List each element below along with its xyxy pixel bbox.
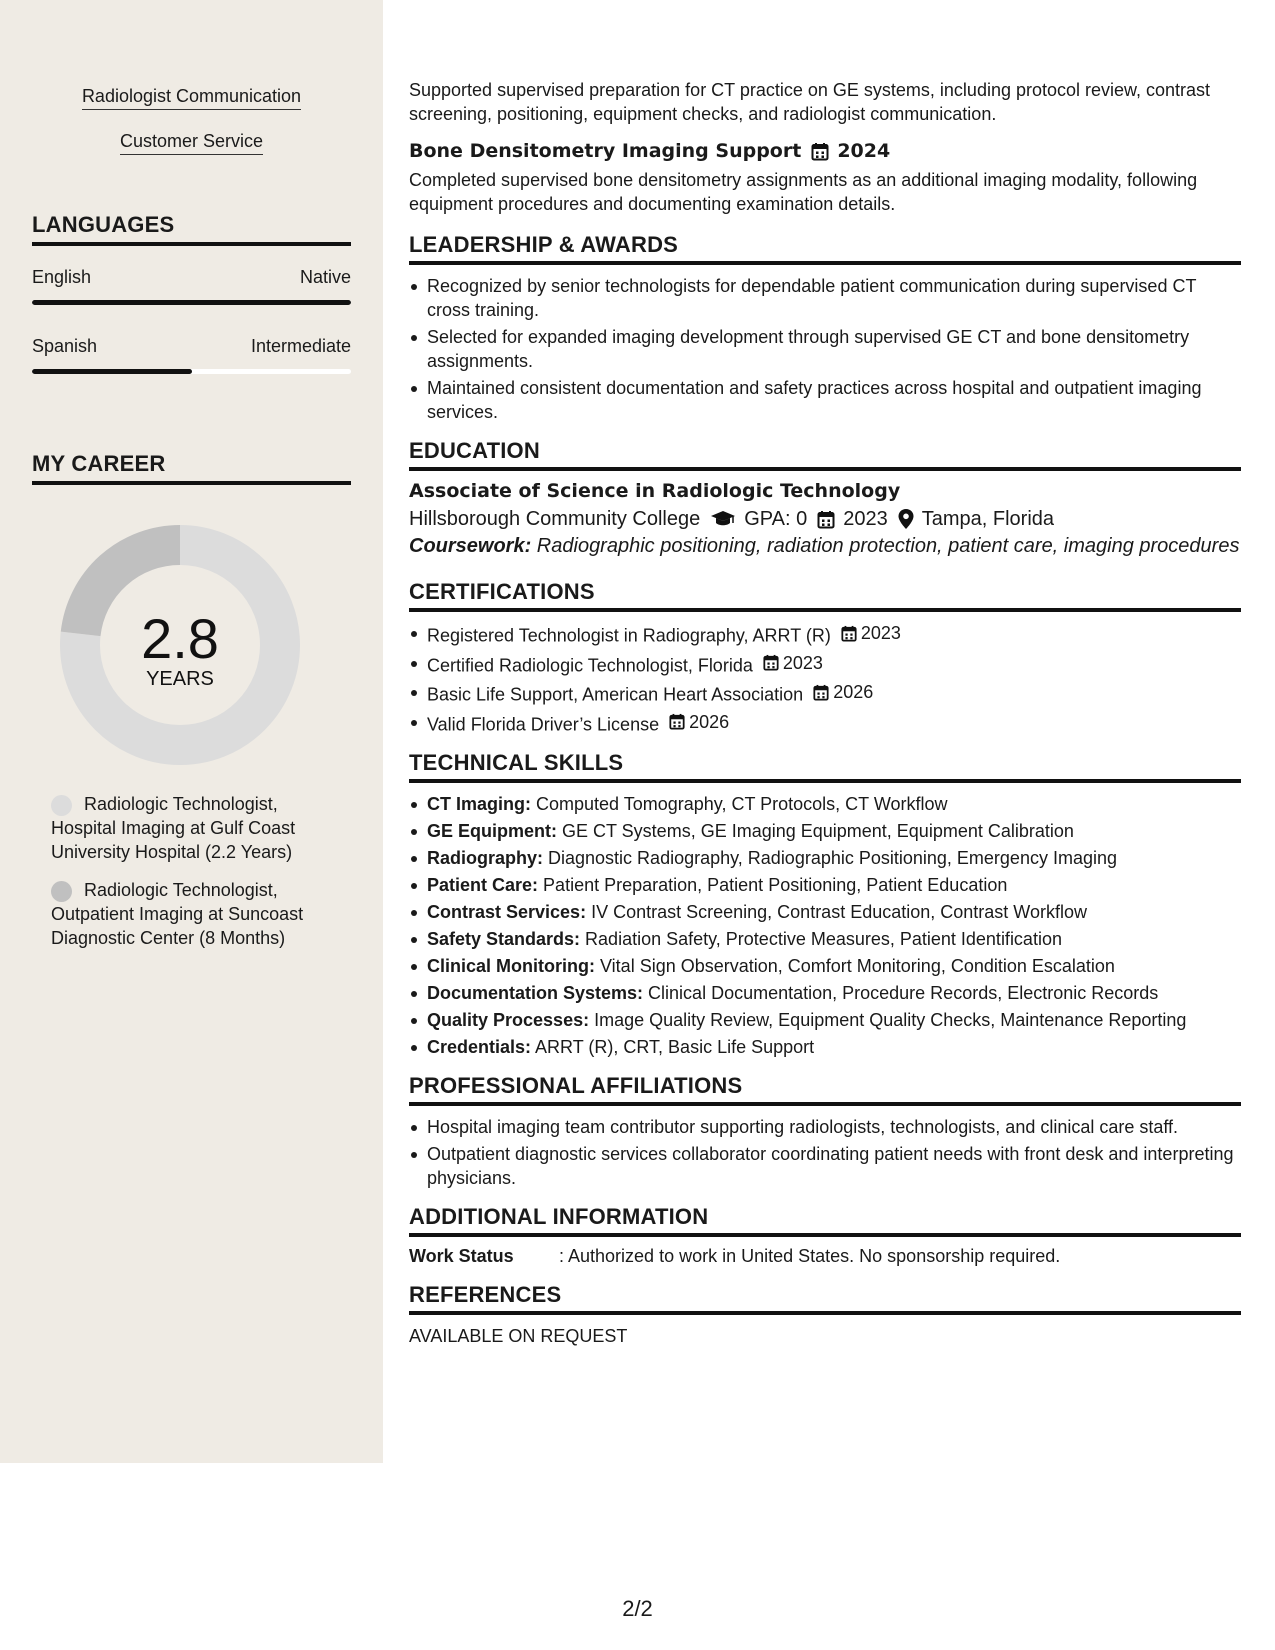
skill-label: Radiography: [427,848,544,868]
school-location [898,504,1054,534]
certification-name: Basic Life Support, American Heart Association [427,684,804,705]
certification-year: 2023 [782,652,823,673]
sidebar [0,0,383,1463]
list-item [409,819,1241,843]
list-item [409,846,1241,870]
project-title-row [409,138,1241,164]
certification-year: 2026 [833,682,874,702]
skill-label: Contrast Services: [427,902,587,922]
certification-date [841,621,901,645]
career-legend-text: Radiologic Technologist, Hospital Imaging at Gulf Coast University Hospital (2.2 Years) [51,794,296,862]
skill-label: Credentials: [427,1037,532,1057]
graduation-cap-icon [710,510,736,528]
skill-label: Clinical Monitoring: [427,956,595,976]
list-item [409,621,1241,648]
career-legend-item [51,878,341,950]
legend-dot-icon [51,795,72,816]
location-text: Tampa, Florida [921,508,1055,530]
additional-info-heading: ADDITIONAL INFORMATION [409,1204,1241,1237]
career-heading: MY CAREER [32,451,351,485]
skill-tag [0,86,383,110]
language-name: Spanish [32,336,98,356]
experience-description: Supported supervised preparation for CT practice on GE systems, including protocol review, contrast screening, positioning, equipment checks, and radiologist communication. [409,80,1211,124]
certifications-list [409,621,1241,736]
list-item [409,792,1241,816]
calendar-icon [841,625,857,642]
calendar-icon [813,684,829,701]
skill-label: CT Imaging: [427,794,531,814]
certification-year: 2023 [860,623,901,643]
list-item [409,710,1241,737]
affiliations-heading: PROFESSIONAL AFFILIATIONS [409,1073,1241,1106]
gpa [710,504,807,534]
skill-tag-label: Radiologist Communication [82,86,301,110]
career-legend-text: Radiologic Technologist, Outpatient Imaging at Suncoast Diagnostic Center (8 Months) [51,880,304,948]
skill-value: IV Contrast Screening, Contrast Education, Contrast Workflow [586,902,1087,922]
references-heading: REFERENCES [409,1282,1241,1315]
project-description: Completed supervised bone densitometry assignments as an additional imaging modality, following equipment procedures and documenting examination details. [409,170,1198,214]
legend-dot-icon [51,881,72,902]
language-name: English [32,267,92,287]
language-proficiency-bar [32,369,351,374]
main-content [409,78,1241,1348]
map-pin-icon [898,509,914,529]
list-item [409,900,1241,924]
certification-date [669,710,729,734]
career-total: 2.8 [141,607,219,670]
list-item [409,680,1241,707]
skill-value: Patient Preparation, Patient Positioning, Patient Education [538,875,1008,895]
list-item [409,1008,1241,1032]
calendar-icon [811,142,829,161]
technical-skills-list [409,792,1241,1059]
gpa-value: GPA: 0 [744,508,808,530]
skill-label: Documentation Systems: [427,983,644,1003]
certification-year: 2026 [689,711,730,732]
certification-name: Registered Technologist in Radiography, ARRT (R) [427,625,831,646]
skill-value: Diagnostic Radiography, Radiographic Positioning, Emergency Imaging [543,848,1117,868]
list-item [409,927,1241,951]
school-name: Hillsborough Community College [409,508,701,530]
project-year: 2024 [837,140,891,162]
list-item: Recognized by senior technologists for dependable patient communication during supervised CT cross training. [409,274,1241,322]
skill-label: Safety Standards: [427,929,581,949]
skill-value: Computed Tomography, CT Protocols, CT Workflow [531,794,948,814]
skill-tag [0,131,383,155]
list-item [409,651,1241,678]
skill-value: Image Quality Review, Equipment Quality Checks, Maintenance Reporting [589,1010,1187,1030]
coursework [409,534,1241,558]
coursework-text: Radiographic positioning, radiation protection, patient care, imaging procedures [531,535,1240,557]
education-heading: EDUCATION [409,438,1241,471]
calendar-icon [763,654,779,671]
work-status-row [409,1244,1241,1268]
skill-value: Clinical Documentation, Procedure Records, Electronic Records [643,983,1159,1003]
coursework-label: Coursework: [409,535,532,557]
certification-name: Valid Florida Driver’s License [427,714,660,734]
skill-value: ARRT (R), CRT, Basic Life Support [531,1037,815,1057]
career-unit: YEARS [146,668,214,690]
certification-date [813,680,873,704]
calendar-icon [669,713,685,730]
list-item [409,954,1241,978]
list-item: Outpatient diagnostic services collaborator coordinating patient needs with front desk and interpreting physicians. [409,1142,1241,1190]
list-item [409,981,1241,1005]
calendar-icon [817,510,835,529]
graduation-date [817,504,888,534]
list-item: Maintained consistent documentation and safety practices across hospital and outpatient imaging services. [409,376,1241,424]
skill-label: Patient Care: [427,875,539,895]
technical-skills-heading: TECHNICAL SKILLS [409,750,1241,783]
career-donut-chart [60,525,300,765]
list-item [409,1035,1241,1059]
education-details [409,504,1241,534]
certification-name: Certified Radiologic Technologist, Florida [427,655,753,675]
list-item [409,873,1241,897]
degree-title [409,478,1241,504]
skill-label: GE Equipment: [427,821,557,841]
skill-value: Radiation Safety, Protective Measures, Patient Identification [580,929,1062,949]
graduation-year: 2023 [843,508,888,530]
language-level: Intermediate [250,336,351,356]
language-proficiency-fill [32,369,192,374]
project-date [811,138,890,164]
work-status-label: Work Status [409,1246,514,1266]
skill-label: Quality Processes: [427,1010,590,1030]
language-proficiency-fill [32,300,351,305]
leadership-heading: LEADERSHIP & AWARDS [409,232,1241,265]
language-level: Native [299,267,351,287]
languages-heading: LANGUAGES [32,212,351,246]
affiliations-list [409,1115,1241,1190]
certifications-heading: CERTIFICATIONS [409,579,1241,612]
certification-date [763,651,823,675]
work-status-value: : Authorized to work in United States. No sponsorship required. [559,1246,1061,1266]
language-proficiency-bar [32,300,351,305]
career-legend-item [51,792,341,864]
skill-value: GE CT Systems, GE Imaging Equipment, Equipment Calibration [557,821,1074,841]
degree-name: Associate of Science in Radiologic Technology [409,480,901,502]
skill-tag-label: Customer Service [120,131,263,155]
list-item: Selected for expanded imaging development through supervised GE CT and bone densitometry assignments. [409,325,1241,373]
language-row [32,336,351,357]
language-row [32,267,351,288]
list-item: Hospital imaging team contributor supporting radiologists, technologists, and clinical care staff. [409,1115,1241,1139]
page-number: 2/2 [622,1596,653,1621]
project-title: Bone Densitometry Imaging Support [409,140,802,162]
skill-value: Vital Sign Observation, Comfort Monitoring, Condition Escalation [595,956,1115,976]
references-text: AVAILABLE ON REQUEST [409,1326,628,1346]
leadership-list [409,274,1241,424]
